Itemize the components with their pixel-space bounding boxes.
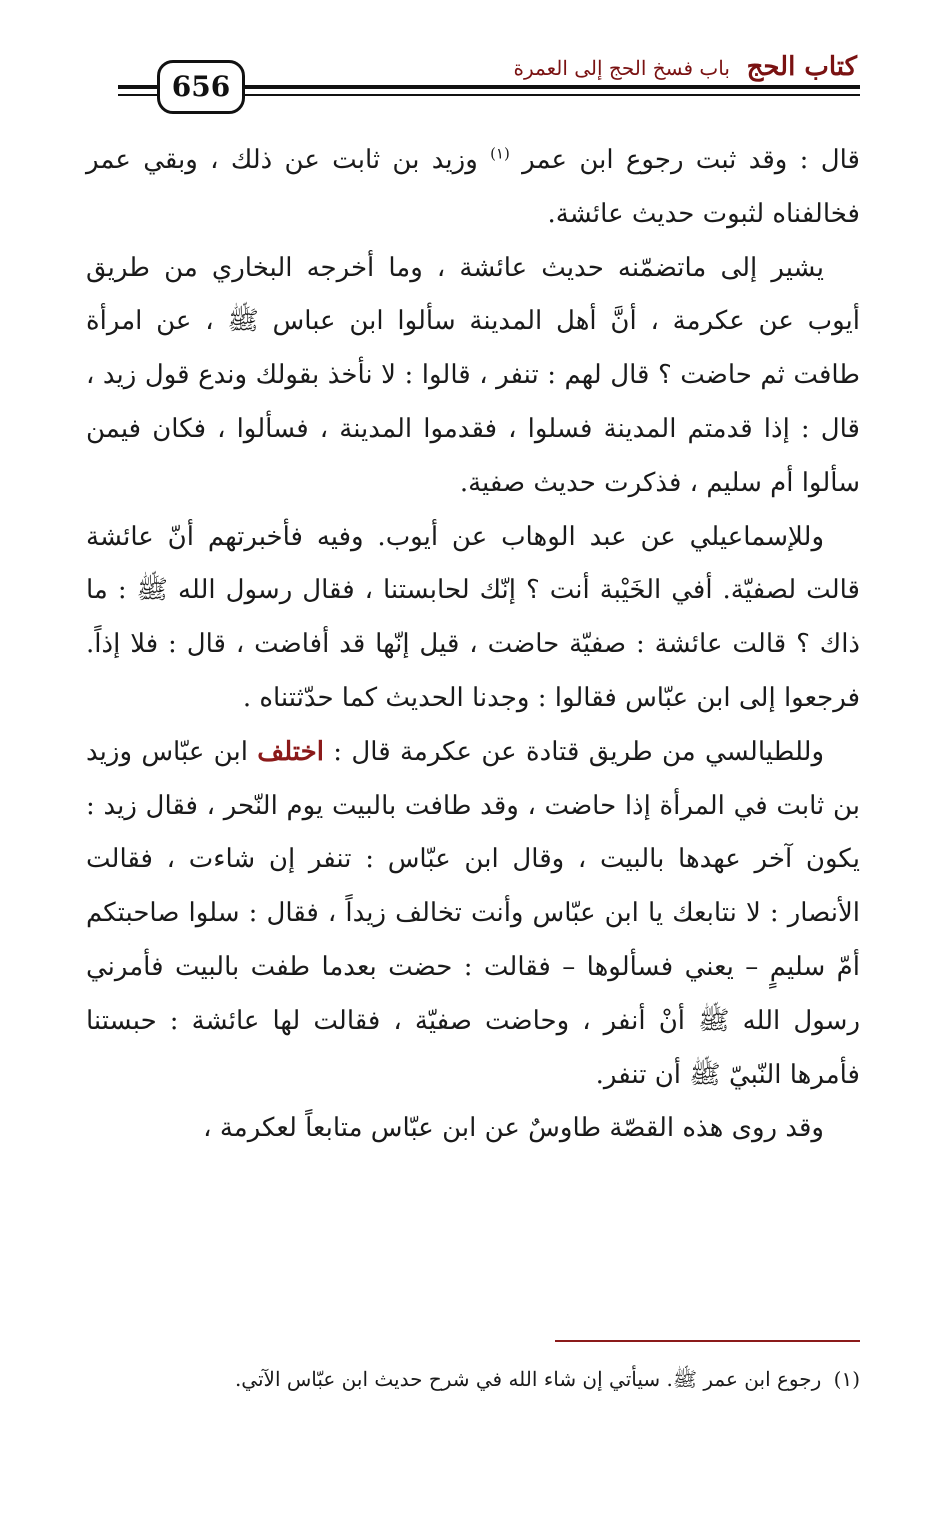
footnote (86, 1364, 860, 1394)
paragraph-text: وللطيالسي من طريق قتادة عن عكرمة قال : (333, 736, 825, 767)
footnote-reference: (١) (490, 144, 510, 163)
page-header (0, 0, 945, 120)
paragraph (86, 726, 860, 1103)
footnote-marker: (١) (833, 1367, 860, 1391)
page-number: 656 (157, 60, 245, 114)
paragraph-text: ابن عبّاس وزيد بن ثابت في المرأة إذا حاضت ، وقد طافت بالبيت يوم النّحر ، فقال زيد : يكون آخر عهدها بالبيت ، وقال ابن عبّاس : تنفر إن شاءت ، فقالت الأنصار : لا نتابعك يا ابن عبّاس وأنت تخالف زيداً ، فقال : سلوا صاحبتكم أمّ سليمٍ – يعني فسألوها – فقالت : حضت بعدما طفت بالبيت فأمرني رسول الله ﷺ أنْ أنفر ، وحاضت صفيّة ، فقالت لها عائشة : حبستنا فأمرها النّبيّ ﷺ أن تنفر. (86, 736, 860, 1090)
book-title: كتاب الحج (746, 52, 857, 82)
running-title (514, 52, 857, 83)
paragraph: وللإسماعيلي عن عبد الوهاب عن أيوب. وفيه فأخبرتهم أنّ عائشة قالت لصفيّة. أفي الخَيْبة أنت ؟ إنّك لحابستنا ، فقال رسول الله ﷺ : ما ذاك ؟ قالت عائشة : صفيّة حاضت ، قيل إنّها قد أفاضت ، قال : فلا إذاً. فرجعوا إلى ابن عبّاس فقالوا : وجدنا الحديث كما حدّثتناه . (86, 521, 860, 713)
highlighted-word: اختلف (257, 736, 324, 767)
paragraph (86, 134, 860, 242)
footnote-text: رجوع ابن عمر ﷺ. سيأتي إن شاء الله في شرح حديث ابن عبّاس الآتي. (234, 1367, 822, 1391)
paragraph: وقد روى هذه القصّة طاوسٌ عن ابن عبّاس متابعاً لعكرمة ، (203, 1113, 824, 1144)
paragraph-text: وزيد بن ثابت عن ذلك ، وبقي عمر فخالفناه لثبوت حديث عائشة. (86, 145, 860, 229)
paragraph-text: قال : وقد ثبت رجوع ابن عمر (522, 145, 860, 175)
footnote-separator (555, 1340, 860, 1342)
chapter-title: باب فسخ الحج إلى العمرة (513, 56, 730, 80)
main-text (86, 134, 860, 1156)
paragraph: يشير إلى ماتضمّنه حديث عائشة ، وما أخرجه البخاري من طريق أيوب عن عكرمة ، أنَّ أهل المدينة سألوا ابن عباس ﷺ ، عن امرأة طافت ثم حاضت ؟ قال لهم : تنفر ، قالوا : لا نأخذ بقولك وندع قول زيد ، قال : إذا قدمتم المدينة فسلوا ، فقدموا المدينة ، فسألوا ، فكان فيمن سألوا أم سليم ، فذكرت حديث صفية. (86, 252, 860, 498)
